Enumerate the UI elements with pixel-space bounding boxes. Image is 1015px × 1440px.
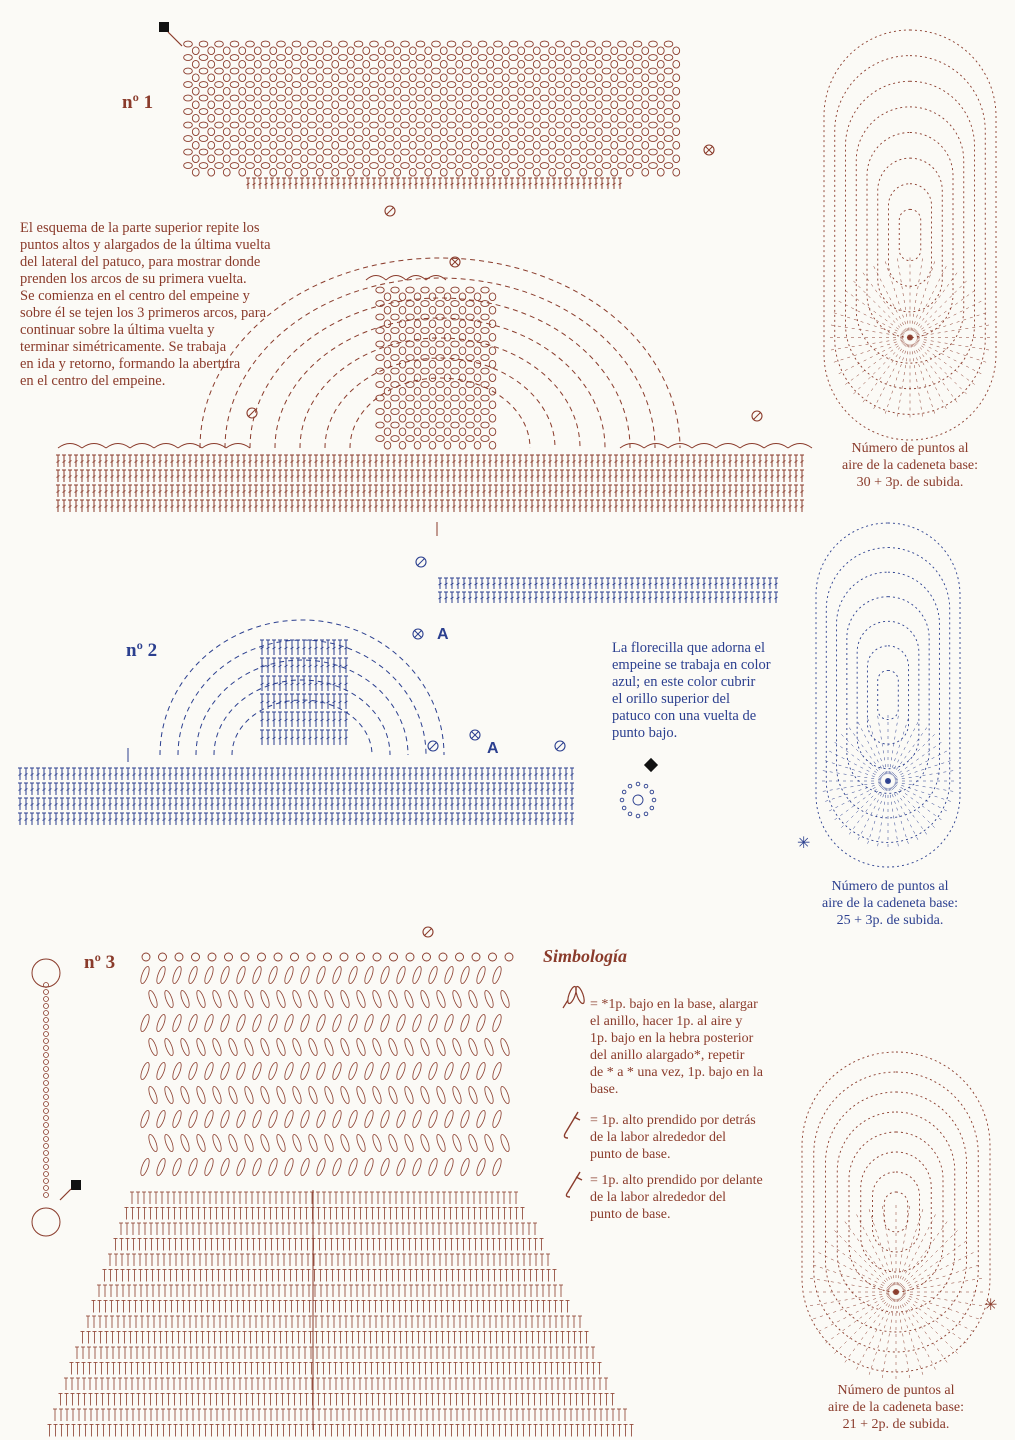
text-line: Se comienza en el centro del empeine y xyxy=(20,288,250,304)
asterisk-icon xyxy=(984,1297,997,1314)
caption-line: Número de puntos al xyxy=(837,1383,955,1398)
legend-line: del anillo alargado*, repetir xyxy=(590,1048,745,1063)
text-line: sobre él se tejen los 3 primeros arcos, para xyxy=(20,305,267,321)
strap-diagram xyxy=(32,959,60,1236)
text-line: el orillo superior del xyxy=(612,691,730,707)
text-line: en ida y retorno, formando la abertura xyxy=(20,356,241,372)
legend-line: 1p. bajo en la hebra posterior xyxy=(590,1031,754,1046)
text-line: La florecilla que adorna el xyxy=(612,640,765,656)
diagram-label-2: nº 2 xyxy=(126,640,158,661)
svg-text:✳: ✳ xyxy=(984,1297,998,1314)
text-line: puntos altos y alargados de la última vuelta xyxy=(20,237,271,253)
legend-line: de la labor alrededor del xyxy=(590,1190,727,1205)
caption-line: Número de puntos al xyxy=(831,879,949,894)
marker-a: A xyxy=(437,626,449,643)
text-line: empeine se trabaja en color xyxy=(612,657,771,673)
text-line: continuar sobre la última vuelta y xyxy=(20,322,215,338)
diagram-label-1: nº 1 xyxy=(122,92,154,113)
legend-line: de * a * una vez, 1p. bajo en la xyxy=(590,1065,763,1080)
marker-a-2: A xyxy=(487,740,499,757)
legend-line: punto de base. xyxy=(590,1147,671,1162)
flower-icon xyxy=(620,782,656,818)
flower-diagram-2 xyxy=(18,557,778,825)
text-line: del lateral del patuco, para mostrar donde xyxy=(20,254,261,270)
text-line: en el centro del empeine. xyxy=(20,373,166,389)
mesh-diagram-1 xyxy=(184,41,714,216)
caption-line: Número de puntos al xyxy=(851,441,969,456)
sole-diagram-3 xyxy=(802,1052,990,1381)
caption-line: 21 + 2p. de subida. xyxy=(842,1417,950,1432)
sole-diagram-2 xyxy=(816,523,960,867)
caption-line: aire de la cadeneta base: xyxy=(827,1400,965,1415)
leg-diagram-3 xyxy=(48,927,634,1437)
caption-line: aire de la cadeneta base: xyxy=(821,896,959,911)
svg-text:✳: ✳ xyxy=(797,835,811,852)
upper-part-diagram xyxy=(56,257,812,536)
text-line: azul; en este color cubrir xyxy=(612,674,756,690)
text-line: patuco con una vuelta de xyxy=(612,708,757,724)
legend-line: de la labor alrededor del xyxy=(590,1130,727,1145)
legend-line: el anillo, hacer 1p. al aire y xyxy=(590,1014,743,1029)
text-line: El esquema de la parte superior repite los xyxy=(20,220,260,236)
caption-line: aire de la cadeneta base: xyxy=(841,458,979,473)
asterisk-icon xyxy=(797,835,810,852)
legend-line: = 1p. alto prendido por delante xyxy=(590,1173,763,1188)
text-line: terminar simétricamente. Se trabaja xyxy=(20,339,227,355)
legend-title: Simbología xyxy=(543,946,628,966)
diagram-label-3: nº 3 xyxy=(84,952,116,973)
legend-line: = *1p. bajo en la base, alargar xyxy=(590,997,758,1012)
legend-line: = 1p. alto prendido por detrás xyxy=(590,1113,756,1128)
legend-line: base. xyxy=(590,1082,619,1097)
sole-diagram-1 xyxy=(824,30,996,440)
caption-line: 25 + 3p. de subida. xyxy=(836,913,944,928)
text-line: punto bajo. xyxy=(612,725,678,741)
legend-line: punto de base. xyxy=(590,1207,671,1222)
caption-line: 30 + 3p. de subida. xyxy=(856,475,964,490)
text-line: prenden los arcos de su primera vuelta. xyxy=(20,271,247,287)
